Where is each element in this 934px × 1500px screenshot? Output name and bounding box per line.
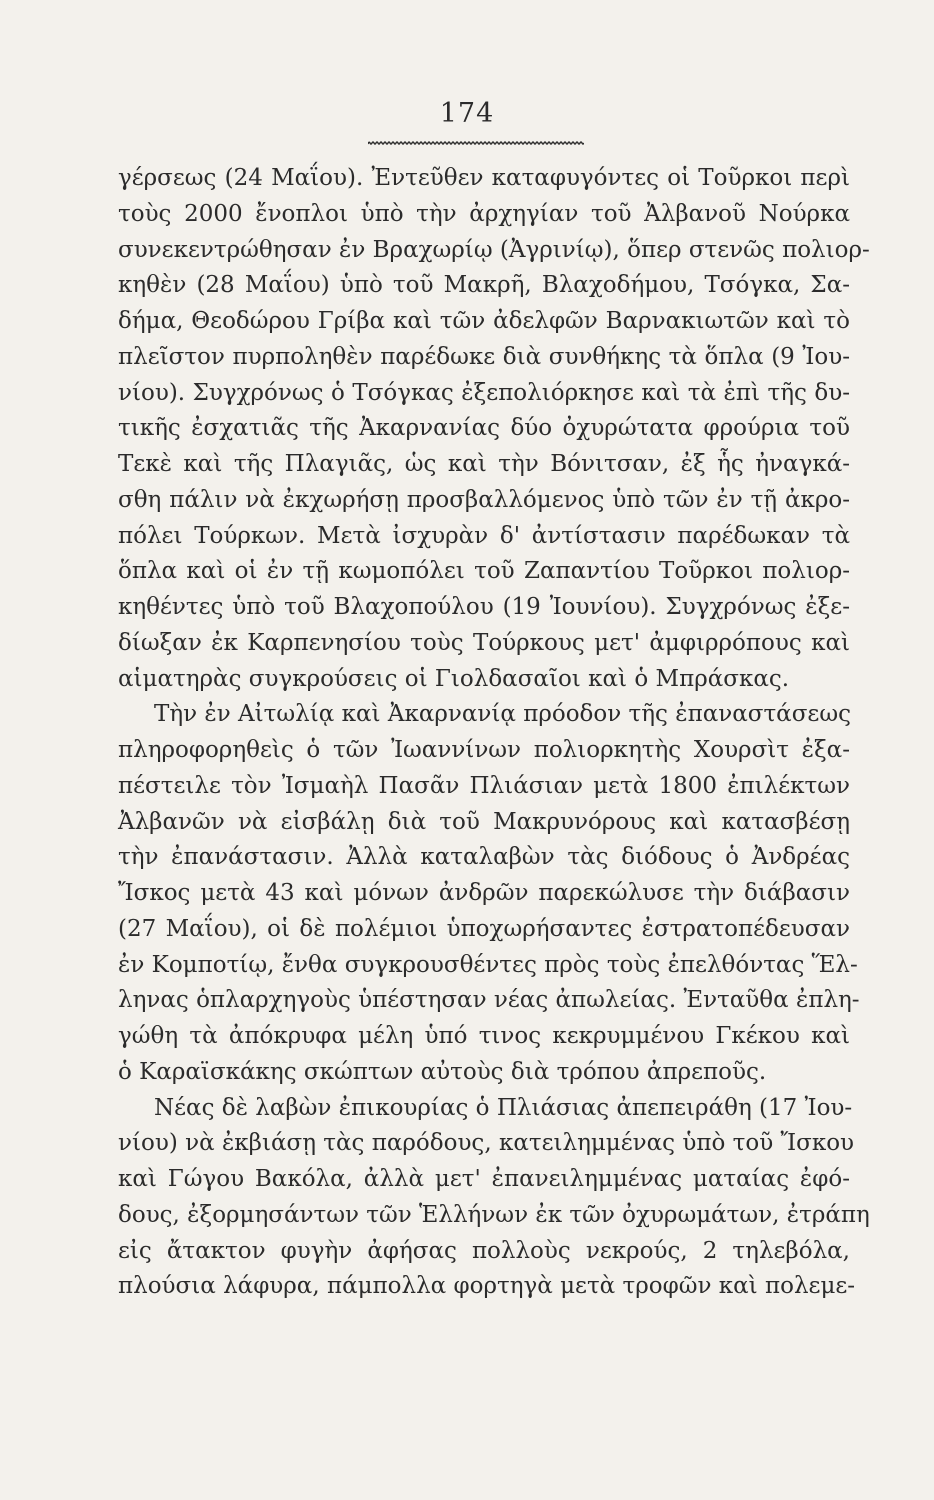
text-line: νίου). Συγχρόνως ὁ Τσόγκας ἐξεπολιόρκησε καὶ τὰ ἐπὶ τῆς δυ- <box>118 379 850 406</box>
text-line: πλούσια λάφυρα, πάμπολλα φορτηγὰ μετὰ τροφῶν καὶ πολεμε- <box>118 1273 856 1300</box>
text-line: αἱματηρὰς συγκρούσεις οἱ Γιολδασαῖοι καὶ ὁ Μπράσκας. <box>118 665 790 692</box>
text-line: σθη πάλιν νὰ ἐκχωρήσῃ προσβαλλόμενος ὑπὸ τῶν ἐν τῇ ἀκρο- <box>118 486 850 513</box>
text-line: τὴν ἐπανάστασιν. Ἀλλὰ καταλαβὼν τὰς διόδους ὁ Ἀνδρέας <box>118 844 850 871</box>
text-line: πόλει Τούρκων. Μετὰ ἰσχυρὰν δ' ἀντίστασιν παρέδωκαν τὰ <box>118 522 850 549</box>
text-line: εἰς ἄτακτον φυγὴν ἀφήσας πολλοὺς νεκρούς, 2 τηλεβόλα, <box>118 1237 850 1264</box>
text-line: νίου) νὰ ἐκβιάσῃ τὰς παρόδους, κατειλημμένας ὑπὸ τοῦ Ἴσκου <box>118 1130 855 1157</box>
text-line: τικῆς ἐσχατιᾶς τῆς Ἀκαρνανίας δύο ὀχυρώτατα φρούρια τοῦ <box>118 415 850 442</box>
page-number: 174 <box>439 98 495 129</box>
text-line: ἐν Κομποτίῳ, ἔνθα συγκρουσθέντες πρὸς τοὺς ἐπελθόντας Ἕλ- <box>118 951 858 978</box>
text-line: γώθη τὰ ἀπόκρυφα μέλη ὑπό τινος κεκρυμμένου Γκέκου καὶ <box>118 1023 850 1049</box>
text-line: Νέας δὲ λαβὼν ἐπικουρίας ὁ Πλιάσιας ἀπεπειράθη (17 Ἰου- <box>154 1094 853 1121</box>
text-line: γέρσεως (24 Μαΐου). Ἐντεῦθεν καταφυγόντες οἱ Τοῦρκοι περὶ <box>118 165 850 191</box>
text-line: Ἀλβανῶν νὰ εἰσβάλῃ διὰ τοῦ Μακρυνόρους καὶ κατασβέσῃ <box>118 808 850 835</box>
text-line: συνεκεντρώθησαν ἐν Βραχωρίῳ (Ἀγρινίῳ), ὅπερ στενῶς πολιορ- <box>118 236 870 263</box>
text-line: Ἴσκος μετὰ 43 καὶ μόνων ἀνδρῶν παρεκώλυσε τὴν διάβασιν <box>118 880 850 906</box>
ornament-wave <box>368 140 584 146</box>
body-text <box>118 161 870 1305</box>
text-line: κηθὲν (28 Μαΐου) ὑπὸ τοῦ Μακρῆ, Βλαχοδήμου, Τσόγκα, Σα- <box>118 272 850 299</box>
text-line: τοὺς 2000 ἔνοπλοι ὑπὸ τὴν ἀρχηγίαν τοῦ Ἀλβανοῦ Νούρκα <box>118 200 850 227</box>
text-line: πληροφορηθεὶς ὁ τῶν Ἰωαννίνων πολιορκητὴς Χουρσὶτ ἐξα- <box>118 737 850 763</box>
text-line: δους, ἐξορμησάντων τῶν Ἑλλήνων ἐκ τῶν ὀχυρωμάτων, ἐτράπη <box>118 1201 870 1228</box>
text-line: Τεκὲ καὶ τῆς Πλαγιᾶς, ὡς καὶ τὴν Βόνιτσαν, ἐξ ἧς ἠναγκά- <box>118 451 850 477</box>
text-line: (27 Μαΐου), οἱ δὲ πολέμιοι ὑποχωρήσαντες ἐστρατοπέδευσαν <box>118 915 850 942</box>
text-line: δίωξαν ἐκ Καρπενησίου τοὺς Τούρκους μετ' ἀμφιρρόπους καὶ <box>118 629 850 656</box>
text-line: δήμα, Θεοδώρου Γρίβα καὶ τῶν ἀδελφῶν Βαρνακιωτῶν καὶ τὸ <box>118 308 850 334</box>
text-line: κηθέντες ὑπὸ τοῦ Βλαχοπούλου (19 Ἰουνίου). Συγχρόνως ἐξε- <box>118 594 850 620</box>
text-line: πέστειλε τὸν Ἰσμαὴλ Πασᾶν Πλιάσιαν μετὰ 1800 ἐπιλέκτων <box>118 772 850 799</box>
text-line: ληνας ὁπλαρχηγοὺς ὑπέστησαν νέας ἀπωλείας. Ἐνταῦθα ἐπλη- <box>118 987 860 1014</box>
text-line: πλεῖστον πυρποληθὲν παρέδωκε διὰ συνθήκης τὰ ὅπλα (9 Ἰου- <box>118 343 850 370</box>
text-line: ὁ Καραϊσκάκης σκώπτων αὐτοὺς διὰ τρόπου ἀπρεποῦς. <box>118 1058 767 1085</box>
text-line: ὅπλα καὶ οἱ ἐν τῇ κωμοπόλει τοῦ Ζαπαντίου Τοῦρκοι πολιορ- <box>118 558 850 585</box>
text-line: καὶ Γώγου Βακόλα, ἀλλὰ μετ' ἐπανειλημμένας ματαίας ἐφό- <box>118 1166 850 1192</box>
text-line: Τὴν ἐν Αἰτωλίᾳ καὶ Ἀκαρνανίᾳ πρόοδον τῆς ἐπαναστάσεως <box>154 701 851 728</box>
ornament-rule <box>368 140 584 146</box>
